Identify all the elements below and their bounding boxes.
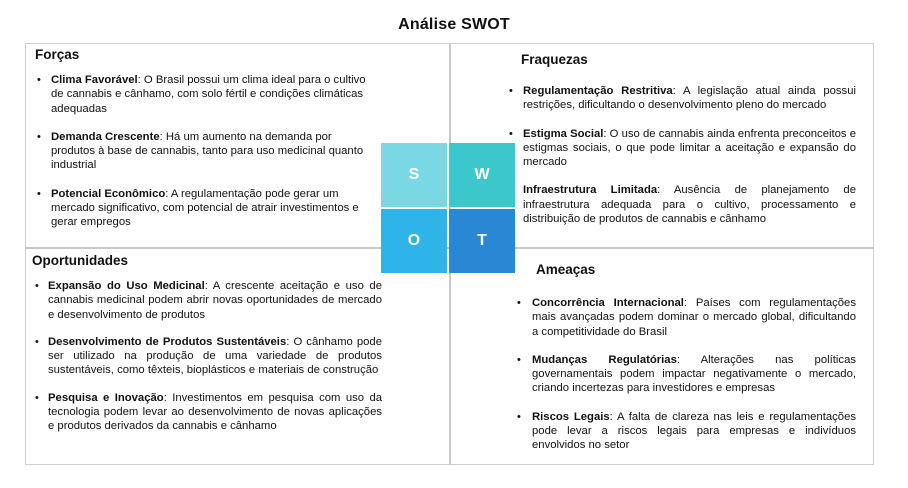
item-text: : O Brasil possui um clima ideal para o cultivo de cannabis e cânhamo, com solo fértil e condições climáticas adequadas <box>51 74 366 115</box>
list-item <box>27 187 377 230</box>
list-item <box>27 391 382 434</box>
item-label: Mudanças Regulatórias <box>532 353 677 366</box>
item-label: Clima Favorável <box>51 74 138 86</box>
item-text: : Ausência de planejamento de infraestrutura adequada para o cultivo, processamento e distribuição de produtos de cannabis e cânhamo <box>523 184 856 226</box>
item-text: : Há um aumento na demanda por produtos à base de cannabis, tanto para uso medicinal quanto industrial <box>51 130 364 172</box>
item-label: Estigma Social <box>523 127 604 140</box>
oportunidades-heading: Oportunidades <box>32 253 129 268</box>
list-item <box>27 335 382 378</box>
item-text: : O cânhamo pode ser utilizado na produção de uma variedade de produtos sustentáveis, como têxteis, bioplásticos e materiais de construção <box>48 335 382 377</box>
fraquezas-list <box>499 84 856 226</box>
item-label: Potencial Econômico <box>51 187 166 200</box>
oportunidades-list <box>27 279 382 434</box>
diagram-title: Análise SWOT <box>398 16 510 33</box>
item-text: : Investimentos em pesquisa com uso da tecnologia podem levar ao desenvolvimento de novas aplicações e produtos derivados da cannabis e cânhamo <box>48 391 383 433</box>
swot-cell-s: S <box>381 143 447 207</box>
swot-cell-w: W <box>449 143 515 207</box>
quadrant-forcas <box>27 47 377 244</box>
list-item <box>27 130 377 173</box>
ameacas-list <box>507 296 856 453</box>
item-label: Pesquisa e Inovação <box>48 391 164 404</box>
forcas-list <box>27 73 377 230</box>
list-item <box>507 296 856 339</box>
item-text: : Países com regulamentações mais avançadas podem dominar o mercado global, dificultando a competitividade do Brasil <box>532 297 856 338</box>
item-label: Expansão do Uso Medicinal <box>48 280 205 292</box>
quadrant-ameacas <box>507 262 856 467</box>
item-label: Infraestrutura Limitada <box>523 184 658 197</box>
list-item <box>27 279 382 322</box>
forcas-heading: Forças <box>35 47 80 62</box>
item-text: : A regulamentação pode gerar um mercado significativo, com potencial de atrair investimentos e gerar empregos <box>51 187 359 229</box>
quadrant-oportunidades <box>27 253 382 447</box>
item-label: Demanda Crescente <box>51 130 160 143</box>
item-text: : Alterações nas políticas governamentais podem impactar negativamente o mercado, criando incertezas para investidores e empresas <box>532 353 856 395</box>
item-label: Concorrência Internacional <box>532 297 684 309</box>
item-text: : O uso de cannabis ainda enfrenta preconceitos e estigmas sociais, o que pode limitar a aceitação e expansão do mercado <box>523 127 856 169</box>
item-label: Desenvolvimento de Produtos Sustentáveis <box>48 335 287 348</box>
list-item <box>27 73 377 116</box>
fraquezas-heading: Fraquezas <box>521 52 588 67</box>
list-item <box>507 410 856 453</box>
item-text: : A falta de clareza nas leis e regulamentações pode levar a riscos legais para empresas e indivíduos envolvidos no setor <box>532 410 856 452</box>
swot-letter-grid <box>381 143 516 274</box>
swot-cell-o: O <box>381 209 447 273</box>
item-label: Riscos Legais <box>532 410 610 423</box>
item-label: Regulamentação Restritiva <box>523 85 673 97</box>
list-item <box>499 183 856 226</box>
item-text: : A legislação atual ainda possui restrições, dificultando o desenvolvimento pleno do mercado <box>523 85 857 112</box>
list-item <box>507 353 856 396</box>
list-item <box>499 84 856 113</box>
swot-cell-t: T <box>449 209 515 273</box>
quadrant-fraquezas <box>499 52 856 240</box>
ameacas-heading: Ameaças <box>536 262 596 277</box>
list-item <box>499 127 856 170</box>
item-text: : A crescente aceitação e uso de cannabis medicinal podem abrir novas oportunidades de mercado e desenvolvimento de produtos <box>48 280 382 321</box>
